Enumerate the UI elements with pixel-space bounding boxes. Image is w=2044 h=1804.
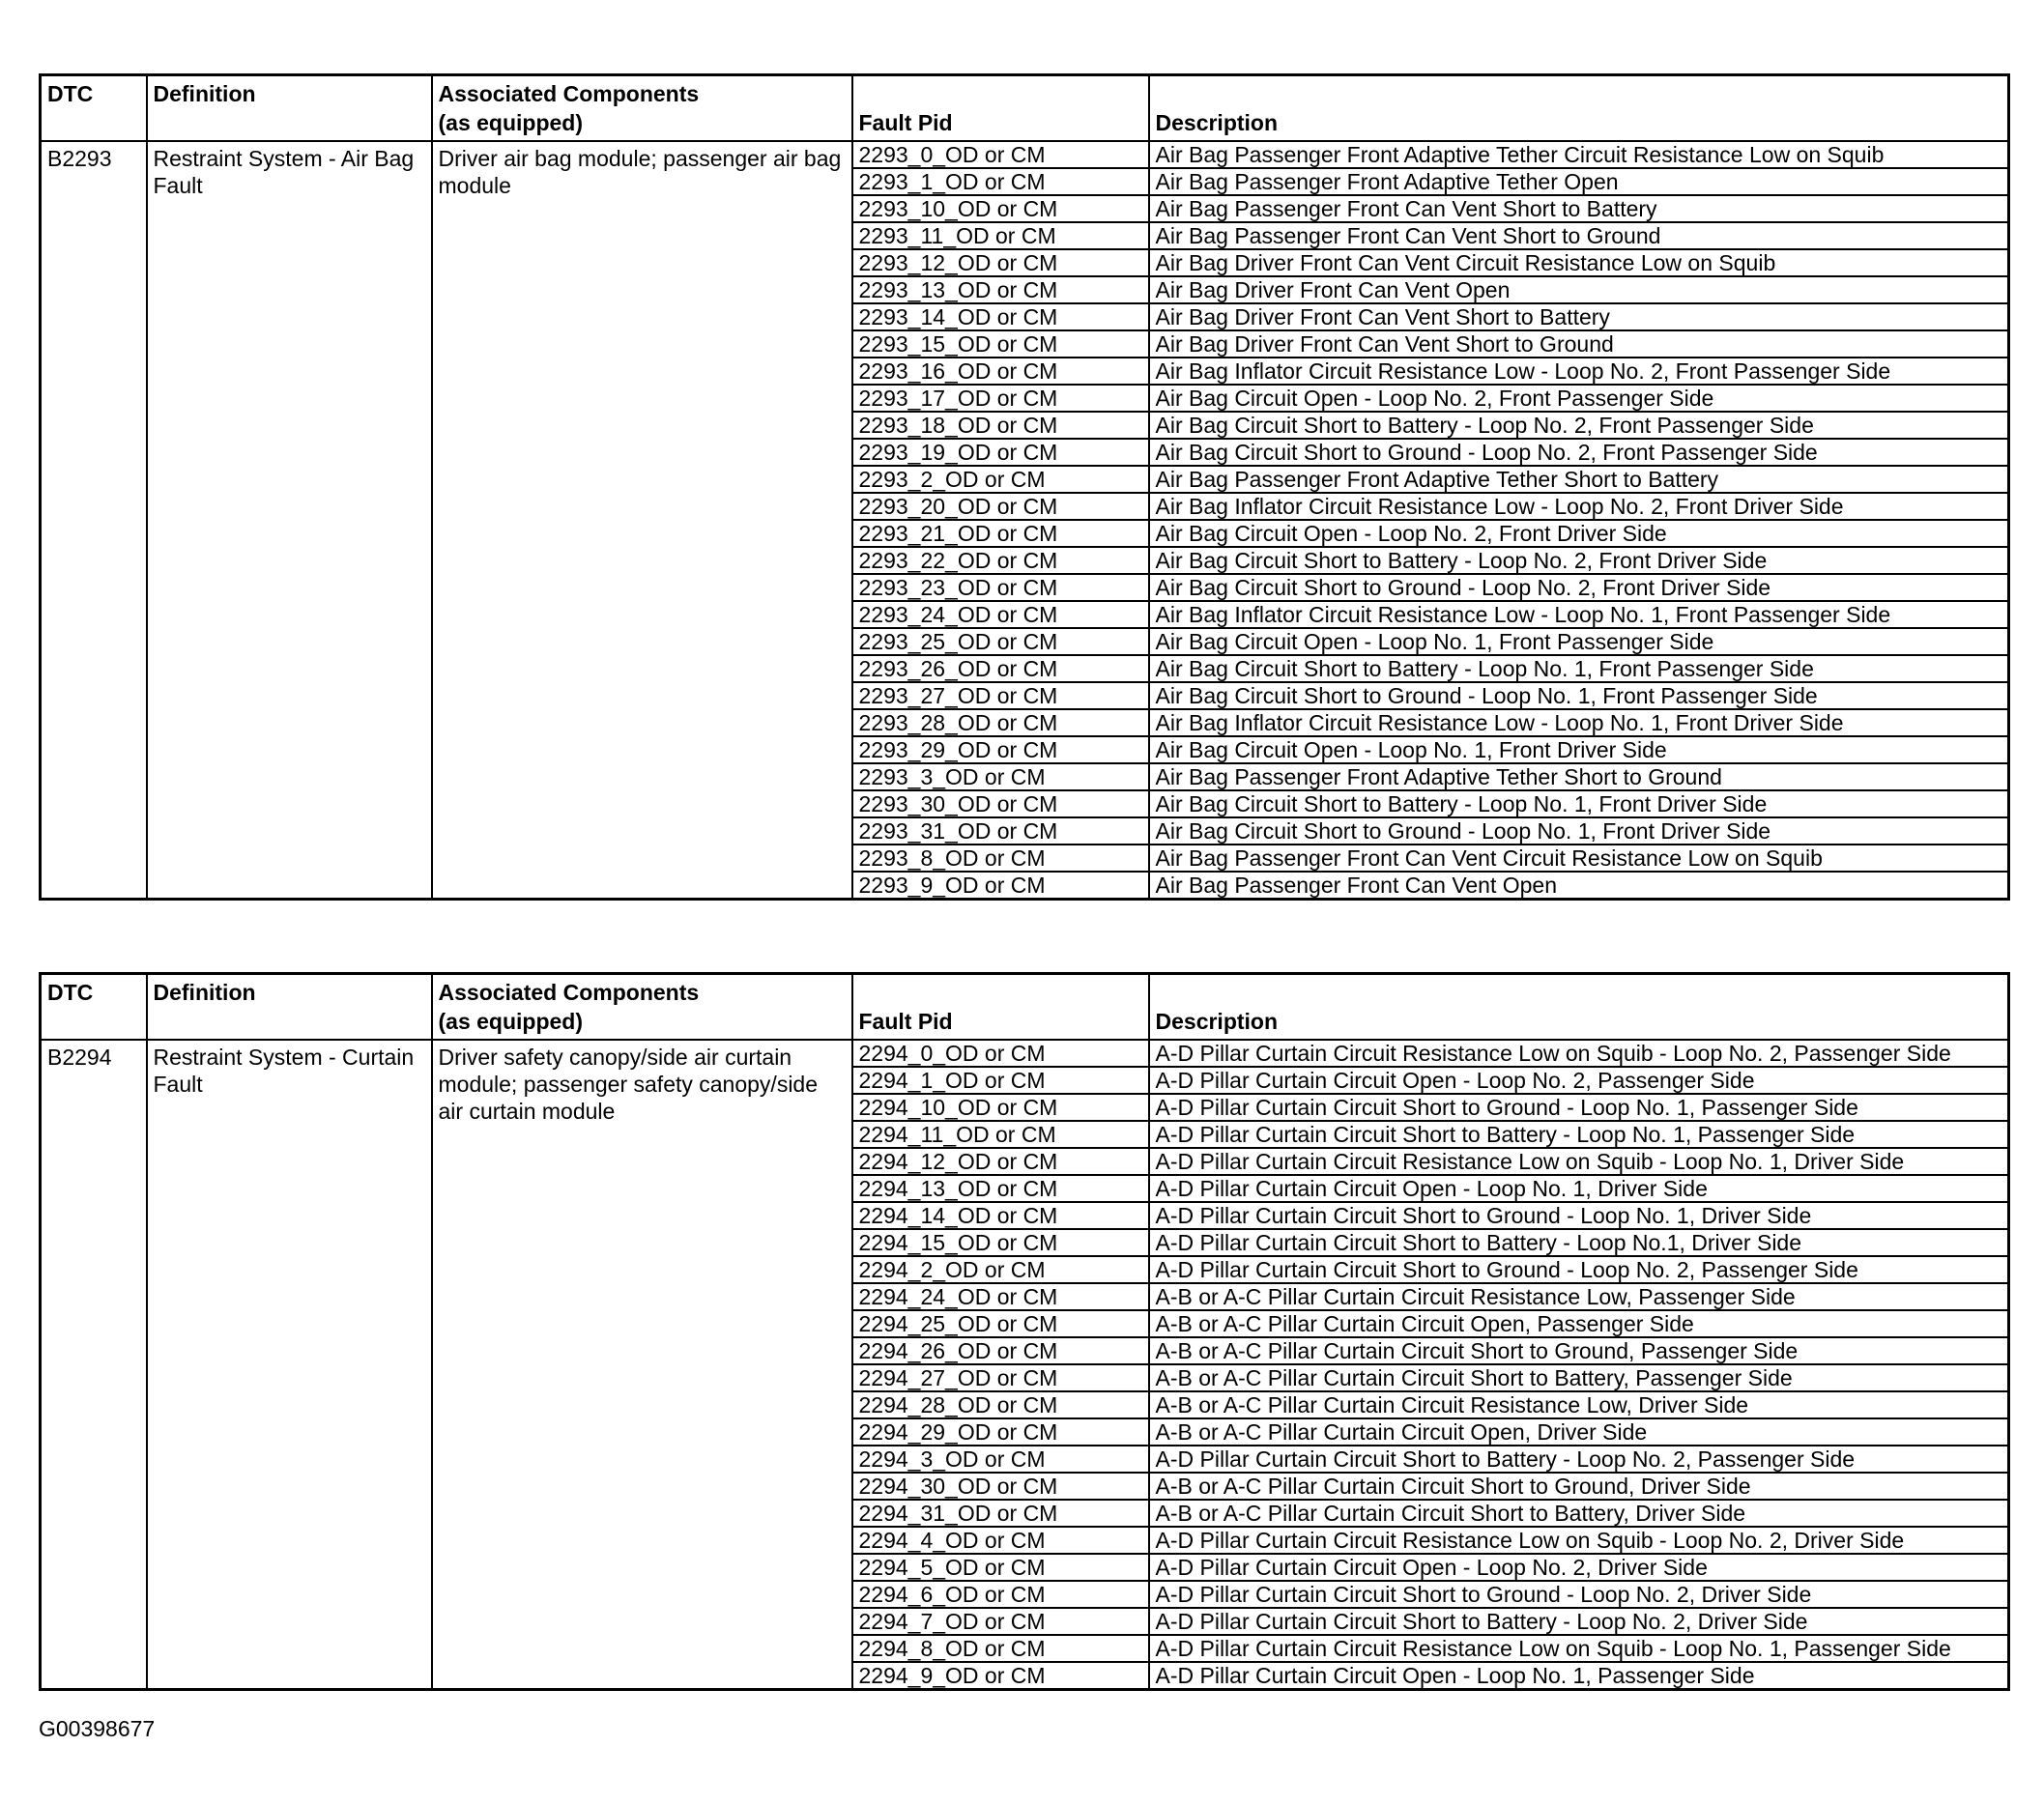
header-row — [41, 75, 2009, 142]
header-fault-pid: Fault Pid — [852, 75, 1149, 142]
fault-pid-cell: 2294_2_OD or CM — [852, 1256, 1149, 1283]
header-description: Description — [1149, 75, 2009, 142]
fault-pid-cell: 2294_0_OD or CM — [852, 1040, 1149, 1067]
description-cell: Air Bag Circuit Open - Loop No. 1, Front Passenger Side — [1149, 628, 2009, 655]
description-cell: A-D Pillar Curtain Circuit Short to Battery - Loop No. 1, Passenger Side — [1149, 1121, 2009, 1148]
description-cell: Air Bag Circuit Short to Battery - Loop No. 1, Front Driver Side — [1149, 790, 2009, 817]
description-cell: Air Bag Passenger Front Adaptive Tether Open — [1149, 168, 2009, 195]
definition-text: Restraint System - Air Bag Fault — [147, 141, 432, 900]
description-cell: A-D Pillar Curtain Circuit Short to Ground - Loop No. 2, Driver Side — [1149, 1581, 2009, 1608]
definition-text: Restraint System - Curtain Fault — [147, 1040, 432, 1690]
fault-pid-cell: 2293_9_OD or CM — [852, 872, 1149, 900]
fault-pid-cell: 2293_28_OD or CM — [852, 709, 1149, 736]
description-cell: Air Bag Circuit Short to Ground - Loop No. 1, Front Passenger Side — [1149, 682, 2009, 709]
description-cell: A-B or A-C Pillar Curtain Circuit Open, Passenger Side — [1149, 1310, 2009, 1337]
description-cell: Air Bag Circuit Short to Battery - Loop No. 2, Front Driver Side — [1149, 547, 2009, 574]
fault-pid-cell: 2294_3_OD or CM — [852, 1446, 1149, 1473]
fault-pid-cell: 2294_31_OD or CM — [852, 1500, 1149, 1527]
description-cell: Air Bag Circuit Open - Loop No. 2, Front Driver Side — [1149, 520, 2009, 547]
description-cell: Air Bag Circuit Short to Ground - Loop No. 2, Front Driver Side — [1149, 574, 2009, 601]
fault-pid-cell: 2294_25_OD or CM — [852, 1310, 1149, 1337]
fault-pid-cell: 2294_5_OD or CM — [852, 1554, 1149, 1581]
header-components-line1: Associated Components — [438, 81, 700, 106]
description-cell: Air Bag Passenger Front Can Vent Short to Ground — [1149, 222, 2009, 249]
description-cell: Air Bag Circuit Short to Ground - Loop No. 1, Front Driver Side — [1149, 817, 2009, 845]
description-cell: Air Bag Passenger Front Can Vent Open — [1149, 872, 2009, 900]
table-row — [41, 141, 2009, 168]
table-row — [41, 1040, 2009, 1067]
description-cell: A-B or A-C Pillar Curtain Circuit Resistance Low, Passenger Side — [1149, 1283, 2009, 1310]
fault-pid-cell: 2294_27_OD or CM — [852, 1364, 1149, 1391]
description-cell: A-D Pillar Curtain Circuit Open - Loop No. 1, Driver Side — [1149, 1175, 2009, 1202]
description-cell: A-B or A-C Pillar Curtain Circuit Short to Ground, Passenger Side — [1149, 1337, 2009, 1364]
fault-pid-cell: 2294_11_OD or CM — [852, 1121, 1149, 1148]
header-components-line2: (as equipped) — [438, 110, 584, 135]
fault-pid-cell: 2293_2_OD or CM — [852, 466, 1149, 493]
fault-pid-cell: 2294_24_OD or CM — [852, 1283, 1149, 1310]
fault-pid-cell: 2294_9_OD or CM — [852, 1662, 1149, 1690]
fault-pid-cell: 2294_14_OD or CM — [852, 1202, 1149, 1229]
description-cell: A-D Pillar Curtain Circuit Resistance Low on Squib - Loop No. 2, Driver Side — [1149, 1527, 2009, 1554]
fault-pid-cell: 2293_0_OD or CM — [852, 141, 1149, 168]
fault-pid-cell: 2293_21_OD or CM — [852, 520, 1149, 547]
description-cell: A-B or A-C Pillar Curtain Circuit Open, Driver Side — [1149, 1418, 2009, 1446]
description-cell: Air Bag Passenger Front Can Vent Circuit Resistance Low on Squib — [1149, 845, 2009, 872]
header-description: Description — [1149, 974, 2009, 1041]
fault-pid-cell: 2294_10_OD or CM — [852, 1094, 1149, 1121]
fault-pid-cell: 2293_30_OD or CM — [852, 790, 1149, 817]
fault-pid-cell: 2294_13_OD or CM — [852, 1175, 1149, 1202]
fault-pid-cell: 2294_6_OD or CM — [852, 1581, 1149, 1608]
fault-pid-cell: 2294_12_OD or CM — [852, 1148, 1149, 1175]
fault-pid-cell: 2294_15_OD or CM — [852, 1229, 1149, 1256]
description-cell: Air Bag Circuit Short to Battery - Loop No. 2, Front Passenger Side — [1149, 412, 2009, 439]
fault-pid-cell: 2293_25_OD or CM — [852, 628, 1149, 655]
fault-pid-cell: 2293_17_OD or CM — [852, 385, 1149, 412]
fault-pid-cell: 2293_26_OD or CM — [852, 655, 1149, 682]
description-cell: Air Bag Passenger Front Adaptive Tether Circuit Resistance Low on Squib — [1149, 141, 2009, 168]
fault-pid-cell: 2293_24_OD or CM — [852, 601, 1149, 628]
fault-pid-cell: 2293_11_OD or CM — [852, 222, 1149, 249]
table-body — [41, 141, 2009, 900]
description-cell: Air Bag Circuit Short to Ground - Loop No. 2, Front Passenger Side — [1149, 439, 2009, 466]
header-dtc: DTC — [41, 974, 147, 1041]
figure-id-caption: G00398677 — [39, 1716, 156, 1741]
fault-pid-cell: 2294_8_OD or CM — [852, 1635, 1149, 1662]
description-cell: Air Bag Driver Front Can Vent Short to Battery — [1149, 303, 2009, 330]
description-cell: Air Bag Driver Front Can Vent Short to Ground — [1149, 330, 2009, 358]
description-cell: A-D Pillar Curtain Circuit Short to Ground - Loop No. 1, Driver Side — [1149, 1202, 2009, 1229]
description-cell: A-D Pillar Curtain Circuit Short to Ground - Loop No. 1, Passenger Side — [1149, 1094, 2009, 1121]
description-cell: Air Bag Driver Front Can Vent Circuit Resistance Low on Squib — [1149, 249, 2009, 276]
dtc-code: B2294 — [41, 1040, 147, 1690]
description-cell: A-D Pillar Curtain Circuit Resistance Low on Squib - Loop No. 1, Passenger Side — [1149, 1635, 2009, 1662]
description-cell: A-D Pillar Curtain Circuit Short to Battery - Loop No. 2, Passenger Side — [1149, 1446, 2009, 1473]
dtc-table-b2293 — [39, 73, 2010, 901]
description-cell: Air Bag Inflator Circuit Resistance Low - Loop No. 2, Front Passenger Side — [1149, 358, 2009, 385]
fault-pid-cell: 2293_31_OD or CM — [852, 817, 1149, 845]
associated-components-text: Driver air bag module; passenger air bag module — [432, 141, 852, 900]
description-cell: A-D Pillar Curtain Circuit Resistance Low on Squib - Loop No. 2, Passenger Side — [1149, 1040, 2009, 1067]
fault-pid-cell: 2293_23_OD or CM — [852, 574, 1149, 601]
description-cell: A-D Pillar Curtain Circuit Open - Loop No. 2, Passenger Side — [1149, 1067, 2009, 1094]
fault-pid-cell: 2293_8_OD or CM — [852, 845, 1149, 872]
description-cell: A-D Pillar Curtain Circuit Short to Battery - Loop No.1, Driver Side — [1149, 1229, 2009, 1256]
description-cell: A-D Pillar Curtain Circuit Short to Ground - Loop No. 2, Passenger Side — [1149, 1256, 2009, 1283]
description-cell: Air Bag Circuit Open - Loop No. 1, Front Driver Side — [1149, 736, 2009, 763]
fault-pid-cell: 2293_18_OD or CM — [852, 412, 1149, 439]
fault-pid-cell: 2293_19_OD or CM — [852, 439, 1149, 466]
fault-pid-cell: 2294_29_OD or CM — [852, 1418, 1149, 1446]
description-cell: Air Bag Passenger Front Adaptive Tether Short to Battery — [1149, 466, 2009, 493]
fault-pid-cell: 2293_15_OD or CM — [852, 330, 1149, 358]
fault-pid-cell: 2293_1_OD or CM — [852, 168, 1149, 195]
header-row — [41, 974, 2009, 1041]
fault-pid-cell: 2293_13_OD or CM — [852, 276, 1149, 303]
description-cell: Air Bag Circuit Short to Battery - Loop No. 1, Front Passenger Side — [1149, 655, 2009, 682]
fault-pid-cell: 2293_3_OD or CM — [852, 763, 1149, 790]
fault-pid-cell: 2293_10_OD or CM — [852, 195, 1149, 222]
header-associated-components — [432, 75, 852, 142]
description-cell: Air Bag Inflator Circuit Resistance Low - Loop No. 1, Front Driver Side — [1149, 709, 2009, 736]
fault-pid-cell: 2294_4_OD or CM — [852, 1527, 1149, 1554]
fault-pid-cell: 2293_29_OD or CM — [852, 736, 1149, 763]
header-components-line1: Associated Components — [438, 980, 700, 1005]
description-cell: A-D Pillar Curtain Circuit Resistance Low on Squib - Loop No. 1, Driver Side — [1149, 1148, 2009, 1175]
dtc-table-b2294 — [39, 972, 2010, 1691]
fault-pid-cell: 2294_28_OD or CM — [852, 1391, 1149, 1418]
fault-pid-cell: 2294_26_OD or CM — [852, 1337, 1149, 1364]
associated-components-text: Driver safety canopy/side air curtain module; passenger safety canopy/side air curtain module — [432, 1040, 852, 1690]
description-cell: A-B or A-C Pillar Curtain Circuit Short to Battery, Passenger Side — [1149, 1364, 2009, 1391]
description-cell: Air Bag Driver Front Can Vent Open — [1149, 276, 2009, 303]
header-dtc: DTC — [41, 75, 147, 142]
dtc-code: B2293 — [41, 141, 147, 900]
fault-pid-cell: 2293_16_OD or CM — [852, 358, 1149, 385]
description-cell: A-B or A-C Pillar Curtain Circuit Resistance Low, Driver Side — [1149, 1391, 2009, 1418]
fault-pid-cell: 2293_12_OD or CM — [852, 249, 1149, 276]
description-cell: Air Bag Circuit Open - Loop No. 2, Front Passenger Side — [1149, 385, 2009, 412]
header-associated-components — [432, 974, 852, 1041]
fault-pid-cell: 2294_30_OD or CM — [852, 1473, 1149, 1500]
header-definition: Definition — [147, 974, 432, 1041]
fault-pid-cell: 2294_7_OD or CM — [852, 1608, 1149, 1635]
header-definition: Definition — [147, 75, 432, 142]
description-cell: Air Bag Inflator Circuit Resistance Low - Loop No. 2, Front Driver Side — [1149, 493, 2009, 520]
fault-pid-cell: 2293_14_OD or CM — [852, 303, 1149, 330]
description-cell: A-B or A-C Pillar Curtain Circuit Short to Ground, Driver Side — [1149, 1473, 2009, 1500]
description-cell: A-D Pillar Curtain Circuit Open - Loop No. 1, Passenger Side — [1149, 1662, 2009, 1690]
description-cell: A-B or A-C Pillar Curtain Circuit Short to Battery, Driver Side — [1149, 1500, 2009, 1527]
description-cell: Air Bag Passenger Front Adaptive Tether Short to Ground — [1149, 763, 2009, 790]
description-cell: Air Bag Inflator Circuit Resistance Low - Loop No. 1, Front Passenger Side — [1149, 601, 2009, 628]
fault-pid-cell: 2293_20_OD or CM — [852, 493, 1149, 520]
description-cell: Air Bag Passenger Front Can Vent Short to Battery — [1149, 195, 2009, 222]
table-body — [41, 1040, 2009, 1690]
description-cell: A-D Pillar Curtain Circuit Open - Loop No. 2, Driver Side — [1149, 1554, 2009, 1581]
fault-pid-cell: 2293_27_OD or CM — [852, 682, 1149, 709]
fault-pid-cell: 2293_22_OD or CM — [852, 547, 1149, 574]
description-cell: A-D Pillar Curtain Circuit Short to Battery - Loop No. 2, Driver Side — [1149, 1608, 2009, 1635]
header-fault-pid: Fault Pid — [852, 974, 1149, 1041]
fault-pid-cell: 2294_1_OD or CM — [852, 1067, 1149, 1094]
header-components-line2: (as equipped) — [438, 1009, 584, 1034]
